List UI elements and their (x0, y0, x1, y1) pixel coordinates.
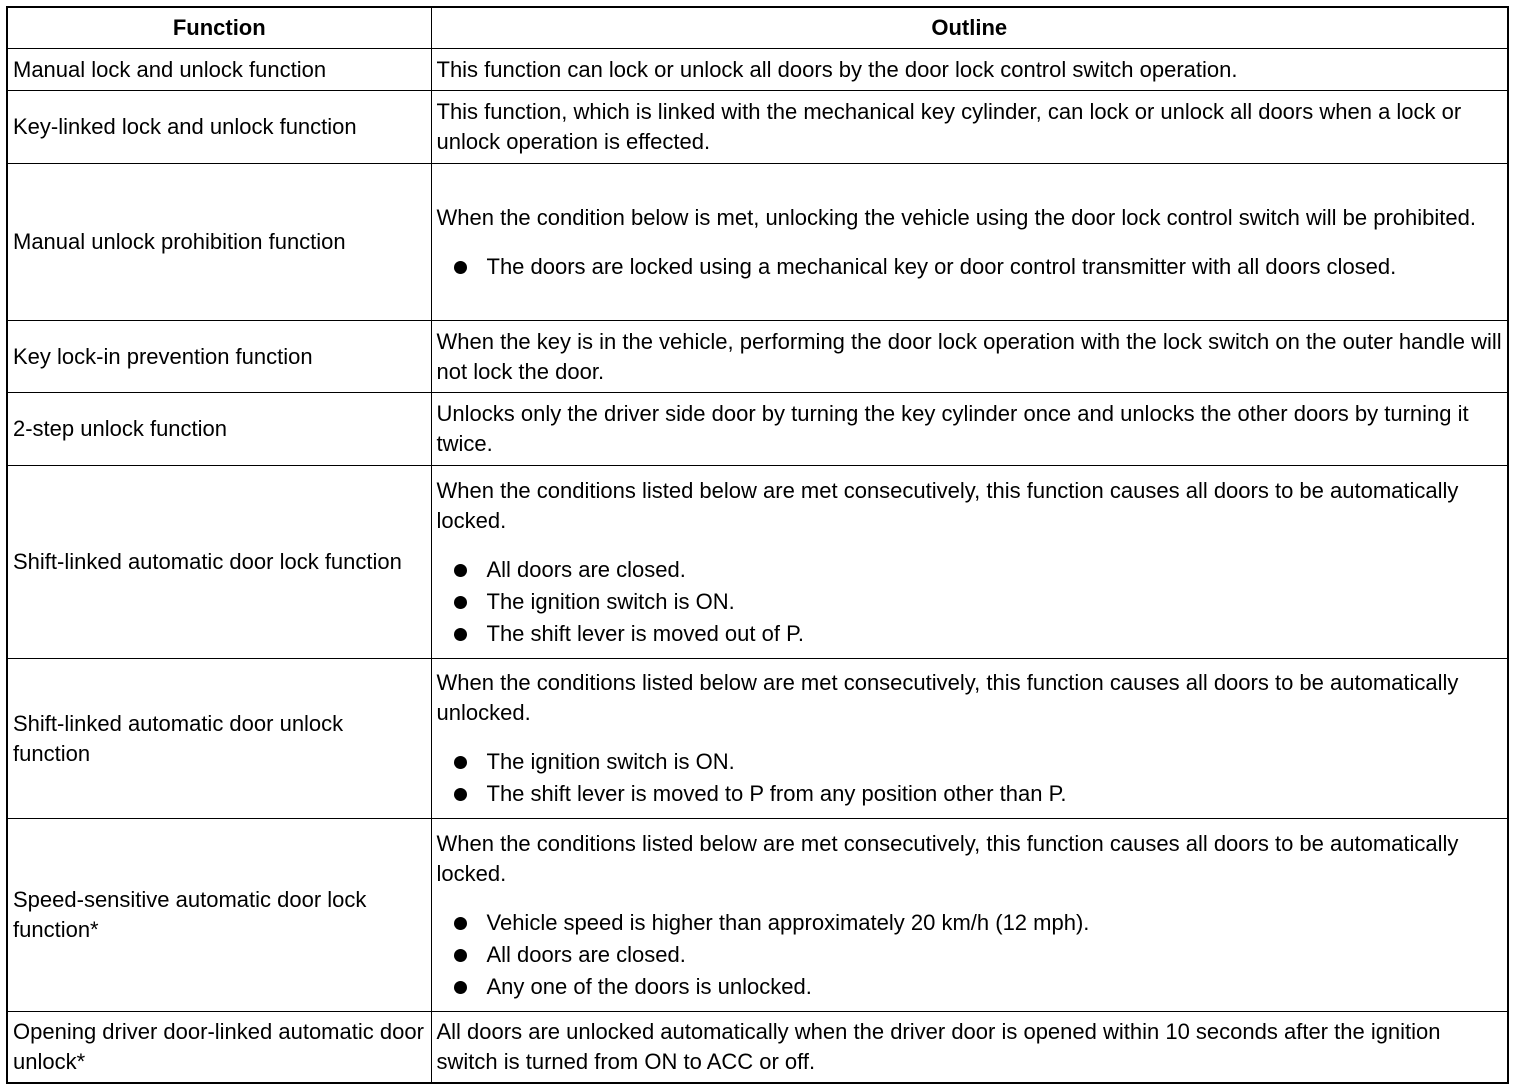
outline-cell (431, 91, 1508, 164)
list-item (437, 619, 1503, 649)
function-cell: Shift-linked automatic door lock function (7, 466, 431, 659)
table-row (7, 466, 1508, 659)
outline-cell (431, 321, 1508, 393)
bullet-text: The shift lever is moved out of P. (486, 620, 805, 646)
list-item (437, 972, 1503, 1002)
bullet-list (437, 252, 1503, 282)
outline-text: When the conditions listed below are met consecutively, this function causes all doors to be automatically unlocked. (436, 670, 1459, 725)
outline-text: All doors are unlocked automatically when the driver door is opened within 10 seconds after the ignition switch is turned from ON to ACC or off. (436, 1018, 1441, 1074)
function-cell: Manual lock and unlock function (7, 49, 431, 91)
bullet-icon (454, 756, 467, 769)
bullet-icon (454, 917, 467, 930)
outline-text: When the key is in the vehicle, performing the door lock operation with the lock switch on the outer handle will not lock the door. (436, 328, 1502, 384)
function-cell: Key lock-in prevention function (7, 321, 431, 393)
outline-text: When the conditions listed below are met consecutively, this function causes all doors to be automatically locked. (436, 830, 1459, 886)
bullet-icon (454, 628, 467, 641)
outline-cell (431, 1012, 1508, 1083)
bullet-icon (454, 949, 467, 962)
function-outline-table (6, 6, 1509, 1084)
bullet-text: The ignition switch is ON. (486, 749, 735, 774)
list-item (437, 747, 1503, 777)
function-cell: Manual unlock prohibition function (7, 164, 431, 321)
list-item (437, 587, 1503, 617)
table-row (7, 659, 1508, 819)
bullet-text: Any one of the doors is unlocked. (486, 973, 812, 999)
function-cell: Speed-sensitive automatic door lock function* (7, 819, 431, 1012)
table-row (7, 1012, 1508, 1083)
header-outline: Outline (431, 7, 1508, 49)
list-item (437, 908, 1503, 938)
outline-cell (431, 819, 1508, 1012)
outline-text: Unlocks only the driver side door by turning the key cylinder once and unlocks the other doors by turning it twice. (436, 401, 1469, 456)
table-row (7, 393, 1508, 466)
bullet-list (437, 908, 1503, 1002)
outline-cell (431, 393, 1508, 466)
bullet-text: Vehicle speed is higher than approximately 20 km/h (12 mph). (486, 909, 1090, 935)
header-row (7, 7, 1508, 49)
function-cell: Opening driver door-linked automatic door unlock* (7, 1012, 431, 1083)
table-row (7, 321, 1508, 393)
list-item (437, 252, 1503, 282)
table-row (7, 91, 1508, 164)
list-item (437, 779, 1503, 809)
outline-cell (431, 466, 1508, 659)
bullet-list (437, 555, 1503, 649)
bullet-text: The doors are locked using a mechanical key or door control transmitter with all doors closed. (486, 253, 1397, 279)
outline-cell (431, 49, 1508, 91)
table-row (7, 164, 1508, 321)
bullet-icon (454, 564, 467, 577)
function-cell: 2-step unlock function (7, 393, 431, 466)
outline-text: This function can lock or unlock all doors by the door lock control switch operation. (436, 56, 1238, 82)
outline-cell (431, 164, 1508, 321)
header-function: Function (7, 7, 431, 49)
function-cell: Shift-linked automatic door unlock function (7, 659, 431, 819)
outline-text: When the condition below is met, unlocking the vehicle using the door lock control switch will be prohibited. (436, 204, 1476, 230)
bullet-text: All doors are closed. (486, 941, 686, 967)
bullet-text: All doors are closed. (486, 556, 686, 582)
function-cell: Key-linked lock and unlock function (7, 91, 431, 164)
outline-text: This function, which is linked with the mechanical key cylinder, can lock or unlock all doors when a lock or unlock operation is effected. (436, 99, 1462, 154)
bullet-icon (454, 981, 467, 994)
list-item (437, 940, 1503, 970)
bullet-icon (454, 788, 467, 801)
bullet-text: The shift lever is moved to P from any position other than P. (486, 781, 1067, 806)
table-row (7, 49, 1508, 91)
bullet-icon (454, 596, 467, 609)
bullet-text: The ignition switch is ON. (486, 588, 735, 614)
bullet-list (437, 747, 1503, 809)
outline-text: When the conditions listed below are met consecutively, this function causes all doors to be automatically locked. (436, 477, 1459, 533)
table-row (7, 819, 1508, 1012)
outline-cell (431, 659, 1508, 819)
bullet-icon (454, 261, 467, 274)
list-item (437, 555, 1503, 585)
